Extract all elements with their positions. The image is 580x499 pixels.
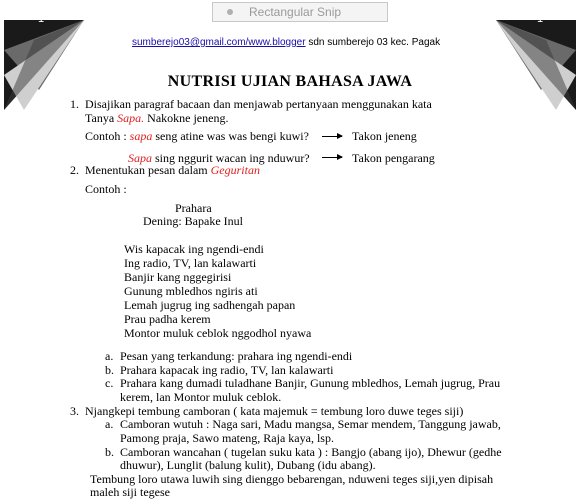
right-corner-ornament: [496, 20, 576, 110]
poem-line: Montor muluk ceblok nggodhol nyawa: [124, 326, 312, 340]
answer-letter: b.: [105, 363, 114, 377]
item-text: dhuwur), Lunglit (balung kulit), Dubang (idu abang).: [120, 458, 376, 472]
answer-text: Prahara kapacak ing radio, TV, lan kalawarti: [120, 363, 334, 377]
section1-example1: [85, 129, 309, 143]
answer-text: Pesan yang terkandung: prahara ing ngendi-endi: [120, 349, 353, 363]
arrow-icon: [322, 136, 342, 137]
keyword-geguritan: Geguritan: [210, 163, 260, 177]
section3-footer: maleh siji tegese: [90, 485, 170, 499]
section3-footer: Tembung loro utawa luwih sing dienggo bebarengan, nduweni teges siji,yen dipisah: [90, 472, 494, 486]
section2-number: 2.: [70, 163, 79, 177]
section1-number: 1.: [70, 97, 79, 111]
document-header: [132, 37, 440, 48]
poem-line: Prau padha kerem: [124, 312, 211, 326]
example-label: Contoh :: [85, 129, 130, 143]
answer-text: kerem, lan Montor muluk ceblok.: [120, 390, 282, 404]
line2-prefix: Tanya: [85, 111, 118, 125]
arrow-icon: [322, 157, 342, 158]
poem-line: Gunung mbledhos ngiris ati: [124, 284, 258, 298]
section2-example-label: Contoh :: [85, 182, 127, 196]
line2-suffix: Nakokne jeneng.: [144, 111, 229, 125]
example2-question: sing nggurit wacan ing nduwur?: [152, 151, 310, 165]
section2-line1: [85, 163, 260, 177]
section3-line1: Njangkepi tembung camboran ( kata majemuk = tembung loro duwe teges siji): [85, 404, 464, 418]
document-title: NUTRISI UJIAN BAHASA JAWA: [167, 73, 413, 90]
item-text: Camboran wancahan ( tugelan suku kata ) : Bangjo (abang ijo), Dhewur (gedhe: [120, 445, 502, 459]
section1-line2: [85, 111, 228, 125]
answer-text: Prahara kang dumadi tuladhane Banjir, Gunung mbledhos, Lemah jugrug, Prau: [120, 376, 501, 390]
section3-number: 3.: [70, 404, 79, 418]
example1-answer: Takon jeneng: [352, 129, 417, 143]
poem-title: Prahara: [175, 201, 212, 215]
rectangular-snip-window[interactable]: [212, 2, 388, 22]
page-number-left: 1: [38, 13, 45, 25]
item-letter: b.: [105, 445, 114, 459]
poem-line: Ing radio, TV, lan kalawarti: [124, 256, 257, 270]
answer-letter: c.: [105, 376, 114, 390]
section1-line1: Disajikan paragraf bacaan dan menjawab pertanyaan menggunakan kata: [85, 97, 432, 111]
keyword-sapa: Sapa.: [117, 111, 145, 125]
page-number-right: 1: [537, 13, 544, 25]
item-letter: a.: [105, 417, 114, 431]
example2-answer: Takon pengarang: [352, 151, 435, 165]
school-name: sdn sumberejo 03 kec. Pagak: [308, 37, 441, 48]
answer-letter: a.: [105, 349, 114, 363]
example2-keyword: Sapa: [128, 151, 152, 165]
example1-question: seng atine was was bengi kuwi?: [152, 129, 309, 143]
example1-keyword: sapa: [129, 129, 153, 143]
item-text: Camboran wutuh : Naga sari, Madu mangsa, Semar mendem, Tanggung jawab,: [120, 417, 501, 431]
poem-line: Wis kapacak ing ngendi-endi: [124, 242, 264, 256]
snip-label: Rectangular Snip: [249, 5, 342, 19]
email-link[interactable]: sumberejo03@gmail.com/www.blogger: [132, 37, 306, 48]
poem-line: Lemah jugrug ing sadhengah papan: [124, 298, 296, 312]
poem-author: Dening: Bapake Inul: [143, 214, 243, 228]
item-text: Pamong praja, Sawo mateng, Raja kaya, lsp.: [120, 431, 334, 445]
section2-prefix: Menentukan pesan dalam: [85, 163, 211, 177]
poem-line: Banjir kang nggegirisi: [124, 270, 232, 284]
snip-icon: [227, 9, 233, 15]
